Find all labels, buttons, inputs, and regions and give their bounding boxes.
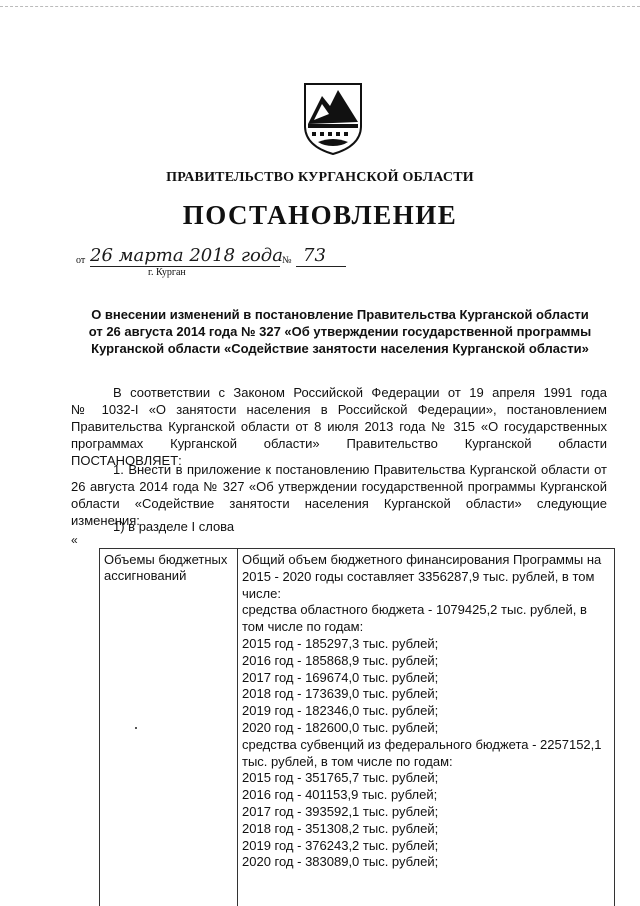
date-number-row [70, 244, 370, 278]
value-line: том числе по годам: [242, 619, 364, 635]
text-line: 1. Внести в приложение к постановлению Правительства Курганской области от [113, 462, 607, 477]
number-label: № [282, 255, 292, 266]
handwritten-number: 73 [303, 245, 326, 266]
table-cell-label [104, 552, 232, 584]
text-line: программах Курганской области» Правительство Курганской области [71, 436, 607, 451]
text-line: области «Содействие занятости населения Курганской области» следующие [71, 496, 607, 511]
value-line: 2015 год - 185297,3 тыс. рублей; [242, 635, 439, 651]
from-label: от [76, 255, 86, 266]
value-line: 2019 год - 376243,2 тыс. рублей; [242, 837, 439, 853]
label-line: ассигнований [104, 568, 187, 583]
subject-line: О внесении изменений в постановление Правительства Курганской области [91, 307, 589, 322]
value-line: 2016 год - 401153,9 тыс. рублей; [242, 787, 438, 803]
subject-line: Курганской области «Содействие занятости населения Курганской области» [91, 341, 589, 356]
coat-of-arms-icon [302, 82, 364, 156]
table-column-divider [237, 549, 238, 906]
text-line: № 1032-I «О занятости населения в Российской Федерации», постановлением [71, 402, 607, 417]
document-type-title: ПОСТАНОВЛЕНИЕ [182, 200, 458, 230]
handwritten-date: 26 марта 2018 года [90, 245, 283, 266]
value-line: 2018 год - 351308,2 тыс. рублей; [242, 820, 439, 836]
label-line: Объемы бюджетных [104, 552, 228, 567]
value-line: Общий объем бюджетного финансирования Программы на [242, 552, 602, 567]
value-line: 2018 год - 173639,0 тыс. рублей; [242, 686, 439, 702]
document-subject [60, 306, 620, 357]
value-line: 2015 - 2020 годы составляет 3356287,9 тыс. рублей, в том [242, 568, 595, 584]
value-line: средства областного бюджета - 1079425,2 тыс. рублей, в [242, 602, 587, 618]
value-line: средства субвенций из федерального бюджета - 2257152,1 [242, 736, 602, 752]
subitem-1: 1) в разделе I слова [113, 519, 235, 534]
opening-quote: « [71, 533, 78, 547]
scan-top-border [0, 6, 640, 9]
text-line: ПОСТАНОВЛЯЕТ: [71, 453, 182, 468]
text-line: Правительства Курганской области от 8 июля 2013 года № 315 «О государственных [71, 419, 607, 434]
scan-speck [135, 727, 137, 729]
value-line: 2015 год - 351765,7 тыс. рублей; [242, 770, 439, 786]
value-line: 2017 год - 169674,0 тыс. рублей; [242, 669, 439, 685]
text-line: 26 августа 2014 года № 327 «Об утверждении государственной программы Курганской [71, 479, 607, 494]
text-line: В соответствии с Законом Российской Федерации от 19 апреля 1991 года [113, 385, 607, 400]
table-cell-value [242, 552, 610, 871]
value-line: 2020 год - 182600,0 тыс. рублей; [242, 719, 439, 735]
value-line: 2016 год - 185868,9 тыс. рублей; [242, 652, 439, 668]
budget-table [99, 548, 615, 906]
value-line: 2020 год - 383089,0 тыс. рублей; [242, 854, 439, 870]
subject-line: от 26 августа 2014 года № 327 «Об утверждении государственной программы [88, 324, 592, 339]
government-title: ПРАВИТЕЛЬСТВО КУРГАНСКОЙ ОБЛАСТИ [166, 170, 474, 185]
number-underline [296, 266, 346, 267]
city-label: г. Курган [148, 267, 186, 278]
value-line: тыс. рублей, в том числе по годам: [242, 753, 453, 769]
value-line: 2017 год - 393592,1 тыс. рублей; [242, 803, 439, 819]
value-line: 2019 год - 182346,0 тыс. рублей; [242, 703, 439, 719]
value-line: числе: [242, 585, 281, 601]
preamble-paragraph [71, 384, 607, 469]
text-line: изменения: [71, 513, 140, 528]
